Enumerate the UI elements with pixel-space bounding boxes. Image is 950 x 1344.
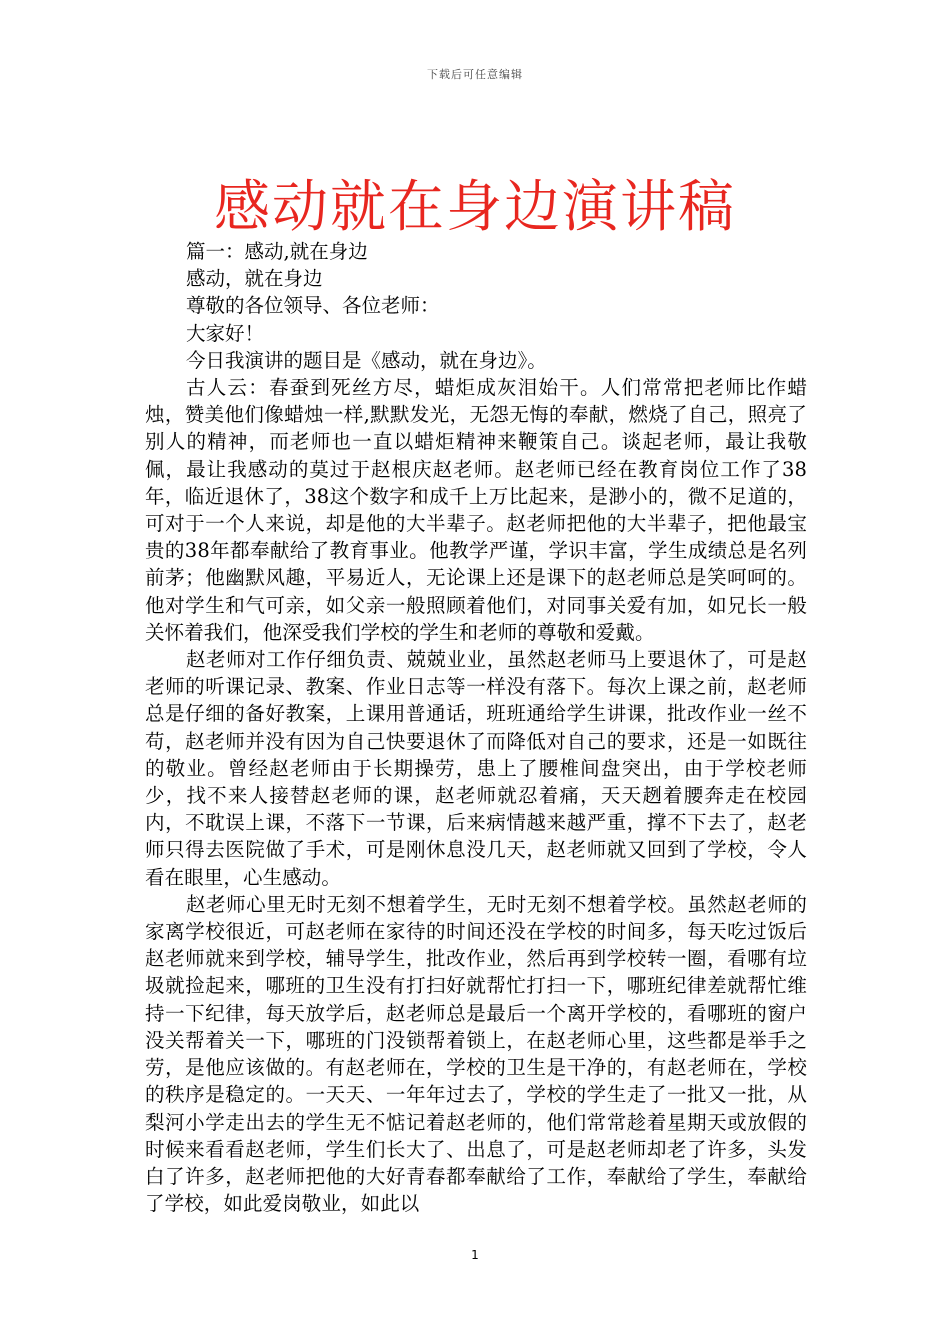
document-body	[145, 238, 807, 1217]
section-heading: 篇一：感动,就在身边	[186, 240, 368, 263]
greeting: 大家好！	[186, 321, 265, 345]
document-title: 感动就在身边演讲稿	[214, 174, 736, 240]
speech-title-line: 感动，就在身边	[186, 267, 323, 291]
topic-line: 今日我演讲的题目是《感动，就在身边》。	[186, 348, 547, 372]
body-paragraph: 赵老师心里无时无刻不想着学生，无时无刻不想着学校。虽然赵老师的家离学校很近，可赵老师在家待的时间还没在学校的时间多，每天吃过饭后赵老师就来到学校，辅导学生，批改作业，然后再到学校转一圈，看哪有垃圾就捡起来，哪班的卫生没有打扫好就帮忙打扫一下，哪班纪律差就帮忙维持一下纪律，每天放学后，赵老师总是最后一个离开学校的，看哪班的窗户没关帮着关一下，哪班的门没锁帮着锁上，在赵老师心里，这些都是举手之劳，是他应该做的。有赵老师在，学校的卫生是干净的，有赵老师在，学校的秩序是稳定的。一天天、一年年过去了，学校的学生走了一批又一批，从梨河小学走出去的学生无不惦记着赵老师的，他们常常趁着星期天或放假的时候来看看赵老师，学生们长大了、出息了，可是赵老师却老了许多，头发白了许多，赵老师把他的大好青春都奉献给了工作，奉献给了学生，奉献给了学校，如此爱岗敬业，如此以	[145, 892, 807, 1216]
page-number: 1	[471, 1248, 479, 1262]
salutation: 尊敬的各位领导、各位老师：	[186, 294, 440, 318]
body-paragraph: 古人云：春蚕到死丝方尽，蜡炬成灰泪始干。人们常常把老师比作蜡烛，赞美他们像蜡烛一样,默默发光，无怨无悔的奉献，燃烧了自己，照亮了别人的精神，而老师也一直以蜡炬精神来鞭策自己。谈起老师，最让我敬佩，最让我感动的莫过于赵根庆赵老师。赵老师已经在教育岗位工作了38年，临近退休了，38这个数字和成千上万比起来，是渺小的，微不足道的，可对于一个人来说，却是他的大半辈子。赵老师把他的大半辈子，把他最宝贵的38年都奉献给了教育事业。他教学严谨，学识丰富，学生成绩总是名列前茅；他幽默风趣，平易近人，无论课上还是课下的赵老师总是笑呵呵的。他对学生和气可亲，如父亲一般照顾着他们，对同事关爱有加，如兄长一般关怀着我们，他深受我们学校的学生和老师的尊敬和爱戴。	[145, 376, 807, 644]
body-paragraph: 赵老师对工作仔细负责、兢兢业业，虽然赵老师马上要退休了，可是赵老师的听课记录、教案、作业日志等一样没有落下。每次上课之前，赵老师总是仔细的备好教案，上课用普通话，班班通给学生讲课，批改作业一丝不苟，赵老师并没有因为自己快要退休了而降低对自己的要求，还是一如既往的敬业。曾经赵老师由于长期操劳，患上了腰椎间盘突出，由于学校老师少，找不来人接替赵老师的课，赵老师就忍着痛，天天趔着腰奔走在校园内，不耽误上课，不落下一节课，后来病情越来越严重，撑不下去了，赵老师只得去医院做了手术，可是刚休息没几天，赵老师就又回到了学校，令人看在眼里，心生感动。	[145, 648, 807, 889]
header-note: 下载后可任意编辑	[427, 68, 523, 81]
